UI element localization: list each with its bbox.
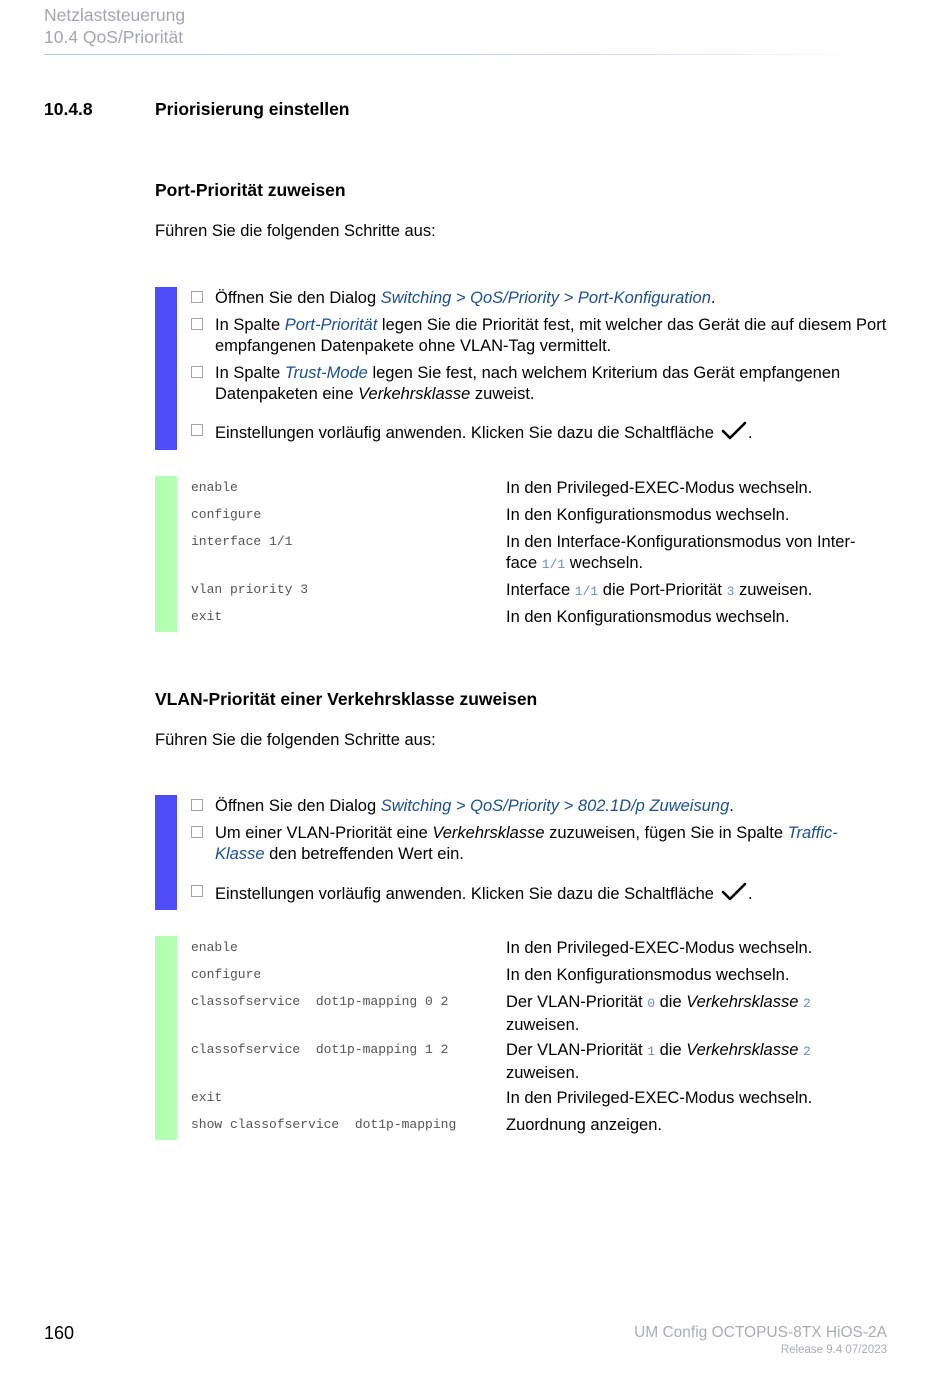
section-title: Priorisierung einstellen <box>155 99 350 119</box>
cli-command: enable <box>191 480 238 495</box>
step-item: In Spalte Port-Priorität legen Sie die Priorität fest, mit welcher das Gerät die auf diesem Port empfangenen Datenpakete ohne VLAN-Tag vermittelt. <box>191 315 891 356</box>
page-number: 160 <box>44 1323 75 1343</box>
steps-bar <box>155 287 177 450</box>
cli-description: In den Konfigurationsmodus wechseln. <box>506 608 790 626</box>
dialog-path-link: Switching > QoS/Priority > 802.1D/p Zuweisung <box>380 797 730 815</box>
checkbox-icon <box>191 799 203 811</box>
cli-description: In den Konfigurationsmodus wechseln. <box>506 966 790 984</box>
column-name: Port-Priorität <box>284 316 378 334</box>
cli-command: configure <box>191 967 262 982</box>
cli-description: Der VLAN-Priorität 0 die Verkehrsklasse 2 zuweisen. <box>506 993 811 1034</box>
cli-command: show classofservice dot1p-mapping <box>191 1117 457 1132</box>
cli-description: In den Privileged-EXEC-Modus wechseln. <box>506 939 813 957</box>
port-priority-heading: Port-Priorität zuweisen <box>155 180 346 200</box>
step-item: Einstellungen vorläufig anwenden. Klicken Sie dazu die Schaltfläche . <box>191 882 891 905</box>
step-item: Öffnen Sie den Dialog Switching > QoS/Priority > 802.1D/p Zuweisung. <box>191 796 891 817</box>
section-number: 10.4.8 <box>44 99 93 119</box>
header-divider <box>44 54 862 55</box>
running-header <box>44 4 185 48</box>
steps-bar <box>155 795 177 910</box>
step-item: Einstellungen vorläufig anwenden. Klicken Sie dazu die Schaltfläche . <box>191 421 891 444</box>
cli-description: Interface 1/1 die Port-Priorität 3 zuweisen. <box>506 581 813 599</box>
cli-description: Der VLAN-Priorität 1 die Verkehrsklasse 2 zuweisen. <box>506 1041 811 1082</box>
header-chapter: Netzlaststeuerung <box>44 5 186 25</box>
checkbox-icon <box>191 318 203 330</box>
dialog-path-link: Switching > QoS/Priority > Port-Konfiguration <box>380 289 711 307</box>
column-name: Klasse <box>215 844 265 863</box>
cli-bar <box>155 476 177 632</box>
cli-command: configure <box>191 507 262 522</box>
cli-description: In den Privileged-EXEC-Modus wechseln. <box>506 1089 813 1107</box>
cli-description: In den Interface-Konfigurationsmodus von Inter- face 1/1 wechseln. <box>506 533 856 572</box>
cli-command: vlan priority 3 <box>191 582 309 597</box>
checkbox-icon <box>191 424 203 436</box>
header-section: 10.4 QoS/Priorität <box>44 27 184 47</box>
cli-command: exit <box>191 1090 223 1105</box>
cli-description: In den Privileged-EXEC-Modus wechseln. <box>506 479 813 497</box>
checkmark-icon <box>720 882 748 902</box>
step-item: In Spalte Trust-Mode legen Sie fest, nach welchem Kriterium das Gerät empfangenen Datenpaketen eine Verkehrsklasse zuweist. <box>191 363 891 404</box>
checkbox-icon <box>191 826 203 838</box>
checkmark-icon <box>720 421 748 441</box>
footer-document-title: UM Config OCTOPUS-8TX HiOS-2A <box>634 1324 887 1341</box>
vlan-priority-intro: Führen Sie die folgenden Schritte aus: <box>155 731 436 749</box>
step-item: Um einer VLAN-Priorität eine Verkehrsklasse zuzuweisen, fügen Sie in Spalte Traffic- Klasse den betreffenden Wert ein. <box>191 823 891 864</box>
checkbox-icon <box>191 366 203 378</box>
checkbox-icon <box>191 291 203 303</box>
cli-command: interface 1/1 <box>191 534 293 549</box>
column-name: Trust-Mode <box>284 364 368 382</box>
vlan-priority-heading: VLAN-Priorität einer Verkehrsklasse zuweisen <box>155 689 538 709</box>
cli-description: Zuordnung anzeigen. <box>506 1116 662 1134</box>
cli-command: classofservice dot1p-mapping 1 2 <box>191 1042 449 1057</box>
port-priority-intro: Führen Sie die folgenden Schritte aus: <box>155 222 436 240</box>
footer-release: Release 9.4 07/2023 <box>780 1344 887 1356</box>
column-name: Traffic- <box>787 824 838 842</box>
cli-command: exit <box>191 609 223 624</box>
step-item: Öffnen Sie den Dialog Switching > QoS/Priority > Port-Konfiguration. <box>191 288 891 309</box>
cli-bar <box>155 936 177 1140</box>
cli-command: classofservice dot1p-mapping 0 2 <box>191 994 449 1009</box>
cli-command: enable <box>191 940 238 955</box>
cli-description: In den Konfigurationsmodus wechseln. <box>506 506 790 524</box>
checkbox-icon <box>191 885 203 897</box>
